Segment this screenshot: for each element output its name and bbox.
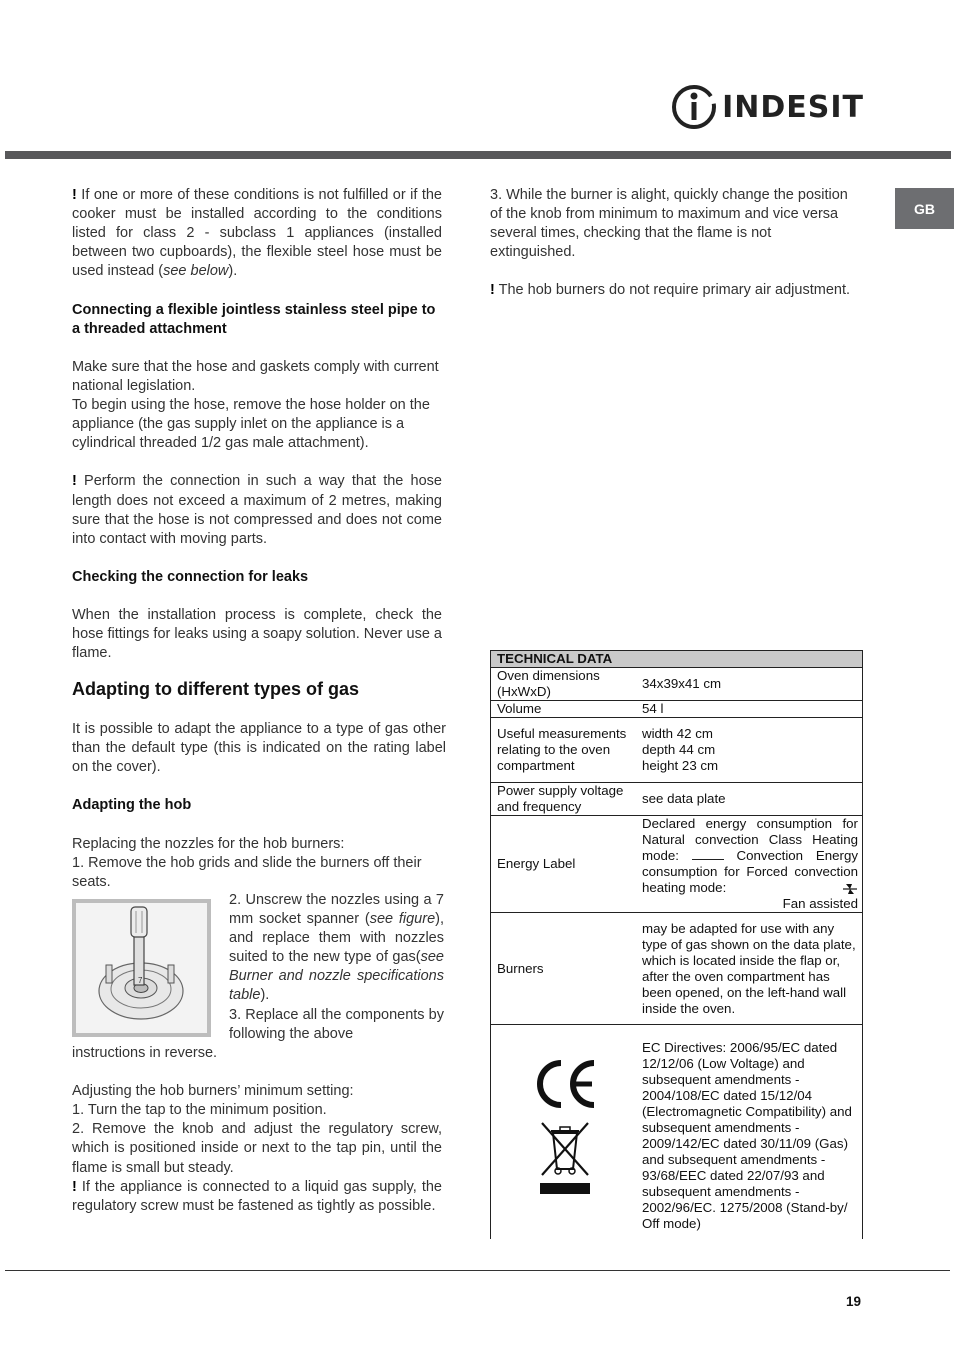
row-value: 54 l (636, 701, 863, 718)
ce-mark-icon (532, 1059, 598, 1109)
row-value: width 42 cm depth 44 cm height 23 cm (636, 718, 863, 783)
paragraph-leak-check: When the installation process is complete, check the hose fittings for leaks using a soapy solution. Never use a flame. (72, 607, 442, 662)
row-label: Volume (491, 701, 637, 718)
page-number: 19 (846, 1294, 862, 1309)
fan-icon (842, 882, 858, 896)
row-value: may be adapted for use with any type of gas shown on the data plate, which is located inside the flap or, after the oven compartment has been opened, on the left-hand wall inside the oven. (636, 913, 863, 1025)
weee-crossed-bin-icon (539, 1121, 591, 1195)
heading-hose-connection: Connecting a flexible jointless stainless steel pipe to a threaded attachment (72, 301, 436, 337)
row-icons-cell (491, 1025, 637, 1239)
row-value: see data plate (636, 783, 863, 816)
table-row (491, 1025, 863, 1239)
paragraph-replacing-nozzles: Replacing the nozzles for the hob burners: (72, 835, 345, 852)
paragraph-adapt-intro: It is possible to adapt the appliance to a type of gas other than the default type (this is indicated on the rating label on the cover). (72, 721, 446, 776)
step-turn-tap: 1. Turn the tap to the minimum position. (72, 1102, 327, 1119)
right-column (490, 186, 856, 301)
left-column-bottom (72, 1044, 442, 1216)
paragraph-hose-holder: To begin using the hose, remove the hose holder on the appliance (the gas supply inlet on the appliance is a cylindrical threaded 1/2 gas male attachment). (72, 397, 430, 452)
step-unscrew-block (229, 891, 444, 1044)
technical-data-table (490, 650, 863, 1239)
left-column-top (72, 186, 442, 663)
table-row (491, 783, 863, 816)
table-row (491, 913, 863, 1025)
paragraph-liquid-gas: ! If the appliance is connected to a liquid gas supply, the regulatory screw must be fastened as tightly as possible. (72, 1178, 442, 1214)
row-label: Energy Label (491, 816, 637, 913)
paragraph-primary-air: ! The hob burners do not require primary air adjustment. (490, 282, 851, 299)
section-title: Adapting to different types of gas (72, 679, 360, 699)
step-adjust-screw: 2. Remove the knob and adjust the regulatory screw, which is positioned inside or next to the tap pin, until the flame is small but steady. (72, 1121, 442, 1176)
row-label: Burners (491, 913, 637, 1025)
paragraph-conditions: ! If one or more of these conditions is not fulfilled or if the cooker must be installed according to the conditions listed for class 2 - subclass 1 appliances (installed between two cupboards), the flexible steel hose must be used instead (see below). (72, 187, 442, 280)
indesit-logo (672, 84, 864, 130)
language-tab: GB (895, 188, 954, 229)
heading-adapting-hob: Adapting the hob (72, 797, 192, 814)
step-unscrew-nozzles: 2. Unscrew the nozzles using a 7 mm socket spanner (see figure), and replace them with nozzles suited to the new type of gas(see Burner and nozzle specifications table). (229, 892, 444, 1004)
table-header-row (491, 651, 863, 668)
brand-i-circle-icon (672, 84, 716, 130)
table-row (491, 718, 863, 783)
row-label: Useful measurements relating to the oven compartment (491, 718, 637, 783)
row-value: EC Directives: 2006/95/EC dated 12/12/06 (Low Voltage) and subsequent amendments - 2004/108/EC dated 15/12/04 (Electromagnetic Compatibility) and subsequent amendments - 2009/142/EC dated 30/11/09 (Gas) and subsequent amendments - 93/68/EEC dated 22/07/93 and subsequent amendments - 2002/96/EC. 1275/2008 (Stand-by/ Off mode) (636, 1025, 863, 1239)
left-column-middle (72, 720, 446, 892)
energy-class-blank (692, 859, 724, 860)
footer-rule (5, 1270, 950, 1271)
row-value: Declared energy consumption for Natural convection Class Heating mode: Convection Energy consumption for Forced convection heating mode: Fan assisted (636, 816, 863, 913)
header-bar (5, 151, 951, 159)
nozzle-spanner-figure (72, 899, 211, 1037)
svg-text:7: 7 (138, 976, 143, 985)
table-row (491, 816, 863, 913)
row-label: Power supply voltage and frequency (491, 783, 637, 816)
paragraph-hose-length: ! Perform the connection in such a way that the hose length does not exceed a maximum of 2 metres, making sure that the hose is not compressed and does not come into contact with moving parts. (72, 473, 442, 547)
table-row (491, 701, 863, 718)
step-replace-components: 3. Replace all the components by following the above (229, 1006, 444, 1042)
paragraph-legislation: Make sure that the hose and gaskets comply with current national legislation. (72, 358, 439, 394)
paragraph-min-setting: Adjusting the hob burners’ minimum setting: (72, 1083, 354, 1100)
brand-wordmark: INDESIT (722, 89, 864, 125)
burner-spanner-illustration-icon (76, 903, 207, 1033)
heading-leaks: Checking the connection for leaks (72, 568, 309, 585)
step-remove-grids: 1. Remove the hob grids and slide the burners off their seats. (72, 854, 422, 890)
table-title: TECHNICAL DATA (491, 651, 863, 668)
table-row (491, 668, 863, 701)
row-label: Oven dimensions (HxWxD) (491, 668, 637, 701)
step-change-knob: 3. While the burner is alight, quickly change the position of the knob from minimum to maximum and vice versa several times, checking that the flame is not extinguished. (490, 187, 848, 261)
row-value: 34x39x41 cm (636, 668, 863, 701)
step-reverse: instructions in reverse. (72, 1045, 218, 1061)
